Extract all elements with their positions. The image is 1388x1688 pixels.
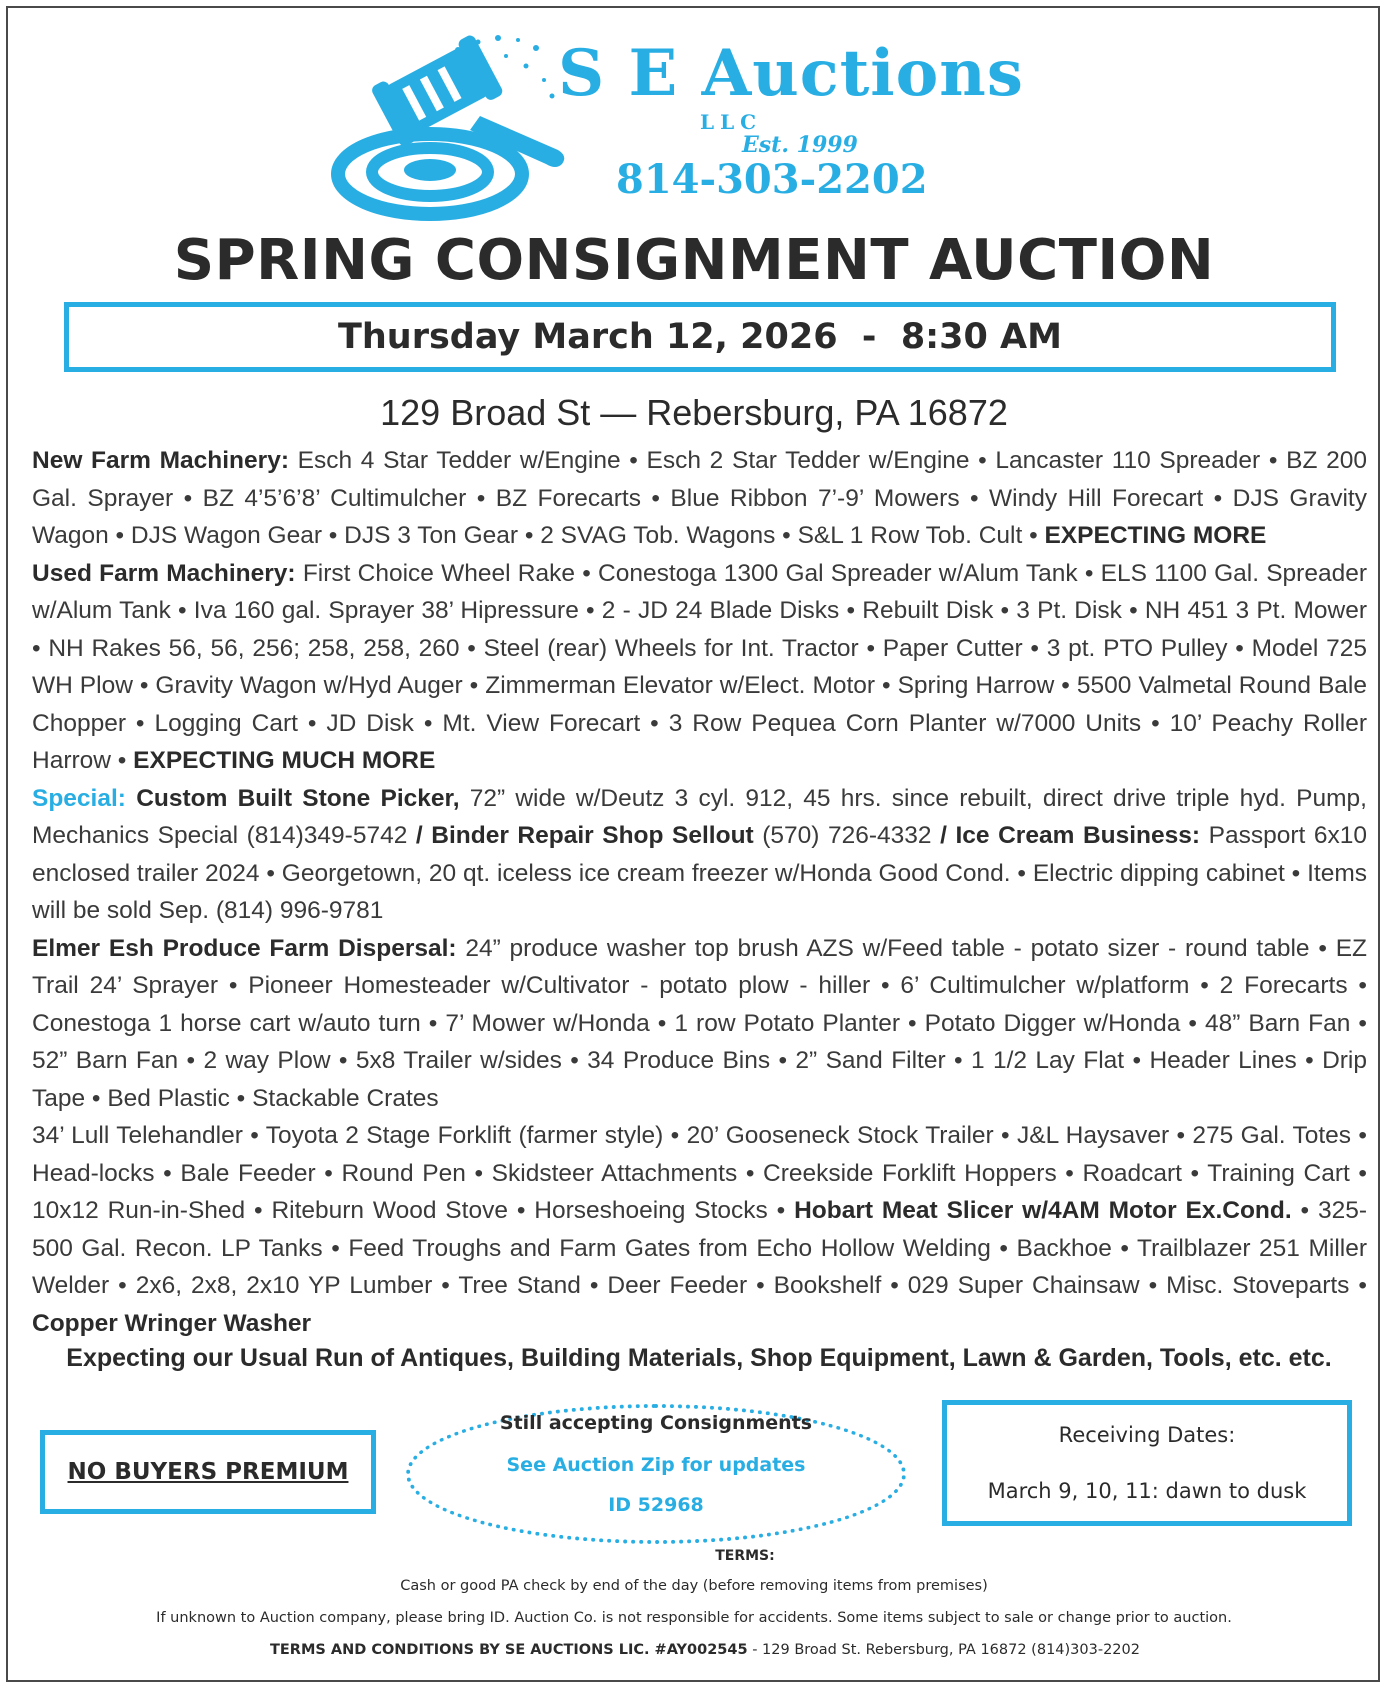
logo-company-name: S E Auctions [558,36,1024,111]
section-label: Elmer Esh Produce Farm Dispersal: [32,934,457,962]
featured-item: Copper Wringer Washer [32,1309,312,1337]
section-label: Special: [32,784,126,812]
logo-established: Est. 1999 [742,132,858,158]
esh-dispersal-section [32,930,1367,1118]
expecting-more: EXPECTING MORE [1044,522,1267,549]
used-farm-section [32,555,1367,780]
section-text: • 325-500 Gal. Recon. LP Tanks • Feed Troughs and Farm Gates from Echo Hollow Welding • Backhoe • Trailblazer 251 Miller Welder • 2x6, 2x8, 2x10 YP Lumber • Tree Stand • Deer Feeder • Bookshelf • 029 Super Chainsaw • Misc. Stoveparts • [32,1197,1367,1299]
terms-line: If unknown to Auction company, please bring ID. Auction Co. is not responsible for accidents. Some items subject to sale or change prior to auction. [156,1610,1232,1626]
special-item: / Binder Repair Shop Sellout [415,822,754,849]
section-text: 72” wide w/Deutz 3 cyl. 912, 45 hrs. since rebuilt, direct drive triple hyd. Pump, Mechanics Special (814)349-5742 [32,784,1367,849]
section-text: 24” produce washer top brush AZS w/Feed table - potato sizer - round table • EZ Trail 24’ Sprayer • Pioneer Homesteader w/Cultivator - potato plow - hiller • 6’ Cultimulcher w/platform • 2 Forecarts • Conestoga 1 horse cart w/auto turn • 7’ Mower w/Honda • 1 row Potato Planter • Potato Digger w/Honda • 48” Barn Fan • 52” Barn Fan • 2 way Plow • 5x8 Trailer w/sides • 34 Produce Bins • 2” Sand Filter • 1 1/2 Lay Flat • Header Lines • Drip Tape • Bed Plastic • Stackable Crates [32,934,1367,1112]
receiving-dates-box [942,1400,1352,1526]
auction-zip-line: See Auction Zip for updates [506,1454,806,1476]
section-text: (570) 726-4332 [753,822,941,849]
auction-date: Thursday March 12, 2026 - 8:30 AM [338,317,1062,357]
no-buyers-premium-box [40,1430,376,1514]
no-buyers-premium: NO BUYERS PREMIUM [67,1459,349,1485]
expecting-much-more: EXPECTING MUCH MORE [133,747,436,774]
featured-item: Hobart Meat Slicer w/4AM Motor Ex.Cond. [794,1197,1292,1224]
receiving-title: Receiving Dates: [1058,1423,1236,1447]
new-farm-section [32,442,1367,555]
section-text: First Choice Wheel Rake • Conestoga 1300 Gal Spreader w/Alum Tank • ELS 1100 Gal. Spreader w/Alum Tank • Iva 160 gal. Sprayer 38’ Hipressure • 2 - JD 24 Blade Disks • Rebuilt Disk • 3 Pt. Disk • NH 451 3 Pt. Mower • NH Rakes 56, 56, 256; 258, 258, 260 • Steel (rear) Wheels for Int. Tractor • Paper Cutter • 3 pt. PTO Pulley • Model 725 WH Plow • Gravity Wagon w/Hyd Auger • Zimmerman Elevator w/Elect. Motor • Spring Harrow • 5500 Valmetal Round Bale Chopper • Logging Cart • JD Disk • Mt. View Forecart • 3 Row Pequea Corn Planter w/7000 Units • 10’ Peachy Roller Harrow • [32,559,1368,774]
listing-body [32,442,1367,1342]
special-item: Custom Built Stone Picker, [136,784,460,812]
expecting-usual-run: Expecting our Usual Run of Antiques, Building Materials, Shop Equipment, Lawn & Garden, Tools, etc. etc. [66,1344,1332,1372]
page-title: SPRING CONSIGNMENT AUCTION [173,228,1215,293]
terms-address: - 129 Broad St. Rebersburg, PA 16872 (814)303-2202 [747,1642,1140,1658]
terms-footer [270,1642,1140,1658]
terms-heading: TERMS: [715,1548,775,1564]
section-text: 34’ Lull Telehandler • Toyota 2 Stage Forklift (farmer style) • 20’ Gooseneck Stock Trailer • J&L Haysaver • 275 Gal. Totes • Head-locks • Bale Feeder • Round Pen • Skidsteer Attachments • Creekside Forklift Hoppers • Roadcart • Training Cart • 10x12 Run-in-Shed • Riteburn Wood Stove • Horseshoeing Stocks • [32,1122,1367,1224]
date-box [64,302,1336,372]
logo-phone: 814-303-2202 [616,156,928,203]
special-section [32,780,1367,930]
receiving-dates: March 9, 10, 11: dawn to dusk [987,1479,1307,1503]
terms-license: TERMS AND CONDITIONS BY SE AUCTIONS LIC. #AY002545 [270,1642,748,1658]
auction-address: 129 Broad St — Rebersburg, PA 16872 [380,392,1008,433]
consignment-line: Still accepting Consignments [499,1412,813,1434]
section-label: Used Farm Machinery: [32,559,296,587]
auction-id: ID 52968 [608,1494,704,1516]
logo-llc: LLC [700,110,763,134]
section-text: Passport 6x10 enclosed trailer 2024 • Georgetown, 20 qt. iceless ice cream freezer w/Honda Good Cond. • Electric dipping cabinet • Items will be sold Sep. (814) 996-9781 [32,822,1367,924]
special-item: / Ice Cream Business: [940,822,1201,849]
terms-line: Cash or good PA check by end of the day (before removing items from premises) [400,1578,988,1594]
company-logo [330,26,1060,222]
section-text: Esch 4 Star Tedder w/Engine • Esch 2 Star Tedder w/Engine • Lancaster 110 Spreader • BZ 200 Gal. Sprayer • BZ 4’5’6’8’ Cultimulcher • BZ Forecarts • Blue Ribbon 7’-9’ Mowers • Windy Hill Forecart • DJS Gravity Wagon • DJS Wagon Gear • DJS 3 Ton Gear • 2 SVAG Tob. Wagons • S&L 1 Row Tob. Cult • [32,447,1367,549]
section-label: New Farm Machinery: [32,447,289,474]
misc-section [32,1117,1367,1342]
